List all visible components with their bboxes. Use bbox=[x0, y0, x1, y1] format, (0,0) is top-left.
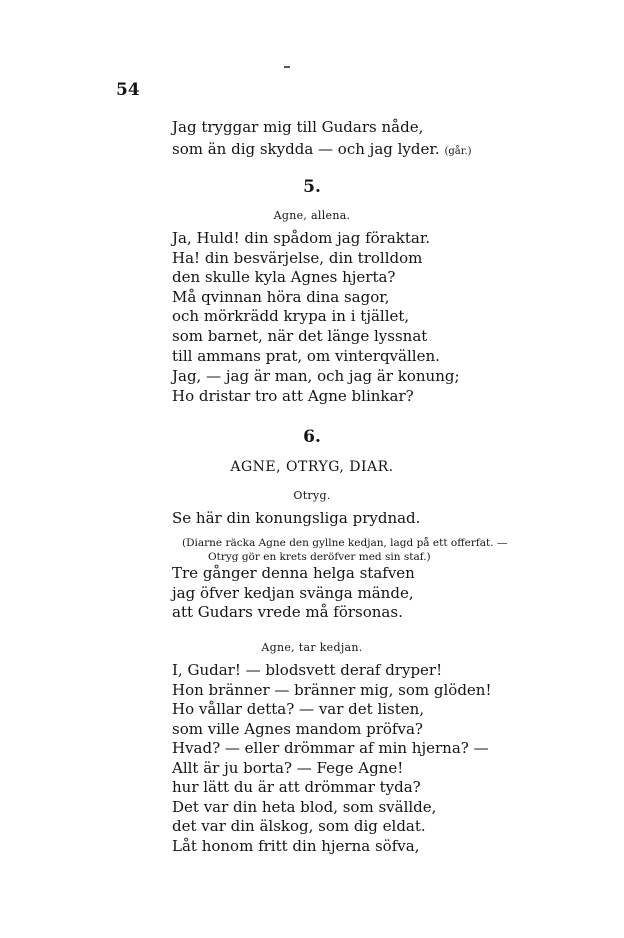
verse-line: Ha! din besvärjelse, din trolldom bbox=[172, 249, 423, 267]
verse-line: Se här din konungsliga prydnad. bbox=[172, 509, 421, 527]
stage-direction: Otryg gör en krets deröfver med sin staf.) bbox=[208, 551, 431, 563]
verse-line: och mörkrädd krypa in i tjället, bbox=[172, 307, 410, 325]
verse-line: som ville Agnes mandom pröfva? bbox=[172, 720, 423, 738]
verse-line: att Gudars vrede må försonas. bbox=[172, 603, 403, 621]
verse-line: Ho dristar tro att Agne blinkar? bbox=[172, 387, 414, 405]
verse-line: Hvad? — eller drömmar af min hjerna? — bbox=[172, 739, 489, 757]
page-number: 54 bbox=[116, 80, 140, 100]
speaker-heading: Agne, tar kedjan. bbox=[261, 641, 363, 654]
verse-line: Jag tryggar mig till Gudars nåde, bbox=[172, 118, 424, 136]
scene-number: 5. bbox=[303, 177, 321, 197]
verse-line: som barnet, när det länge lyssnat bbox=[172, 327, 428, 345]
printer-mark bbox=[284, 66, 290, 68]
verse-line: Ja, Huld! din spådom jag föraktar. bbox=[172, 229, 431, 247]
verse-line: till ammans prat, om vinterqvällen. bbox=[172, 347, 440, 365]
verse-line: det var din älskog, som dig eldat. bbox=[172, 817, 426, 835]
verse-line: den skulle kyla Agnes hjerta? bbox=[172, 268, 396, 286]
stage-direction: (går.) bbox=[444, 146, 472, 157]
verse-line: Hon bränner — bränner mig, som glöden! bbox=[172, 681, 492, 699]
verse-line: Det var din heta blod, som svällde, bbox=[172, 798, 437, 816]
verse-line: Tre gånger denna helga stafven bbox=[172, 564, 415, 582]
verse-line: som än dig skydda — och jag lyder. (går.) bbox=[172, 140, 472, 158]
verse-line: Ho vållar detta? — var det listen, bbox=[172, 700, 425, 718]
scene-number: 6. bbox=[303, 427, 321, 447]
verse-line: hur lätt du är att drömmar tyda? bbox=[172, 778, 421, 796]
verse-line: I, Gudar! — blodsvett deraf dryper! bbox=[172, 661, 443, 679]
cast-list: AGNE, OTRYG, DIAR. bbox=[230, 459, 394, 475]
speaker-heading: Agne, allena. bbox=[273, 209, 351, 222]
verse-line: Allt är ju borta? — Fege Agne! bbox=[172, 759, 404, 777]
stage-direction: (Diarne räcka Agne den gyllne kedjan, lagd på ett offerfat. — bbox=[182, 537, 508, 549]
verse-line: jag öfver kedjan svänga mände, bbox=[172, 584, 414, 602]
speaker-heading: Otryg. bbox=[293, 489, 331, 502]
verse-line: Jag, — jag är man, och jag är konung; bbox=[172, 367, 460, 385]
verse-line: Låt honom fritt din hjerna söfva, bbox=[172, 837, 420, 855]
verse-line: Må qvinnan höra dina sagor, bbox=[172, 288, 390, 306]
